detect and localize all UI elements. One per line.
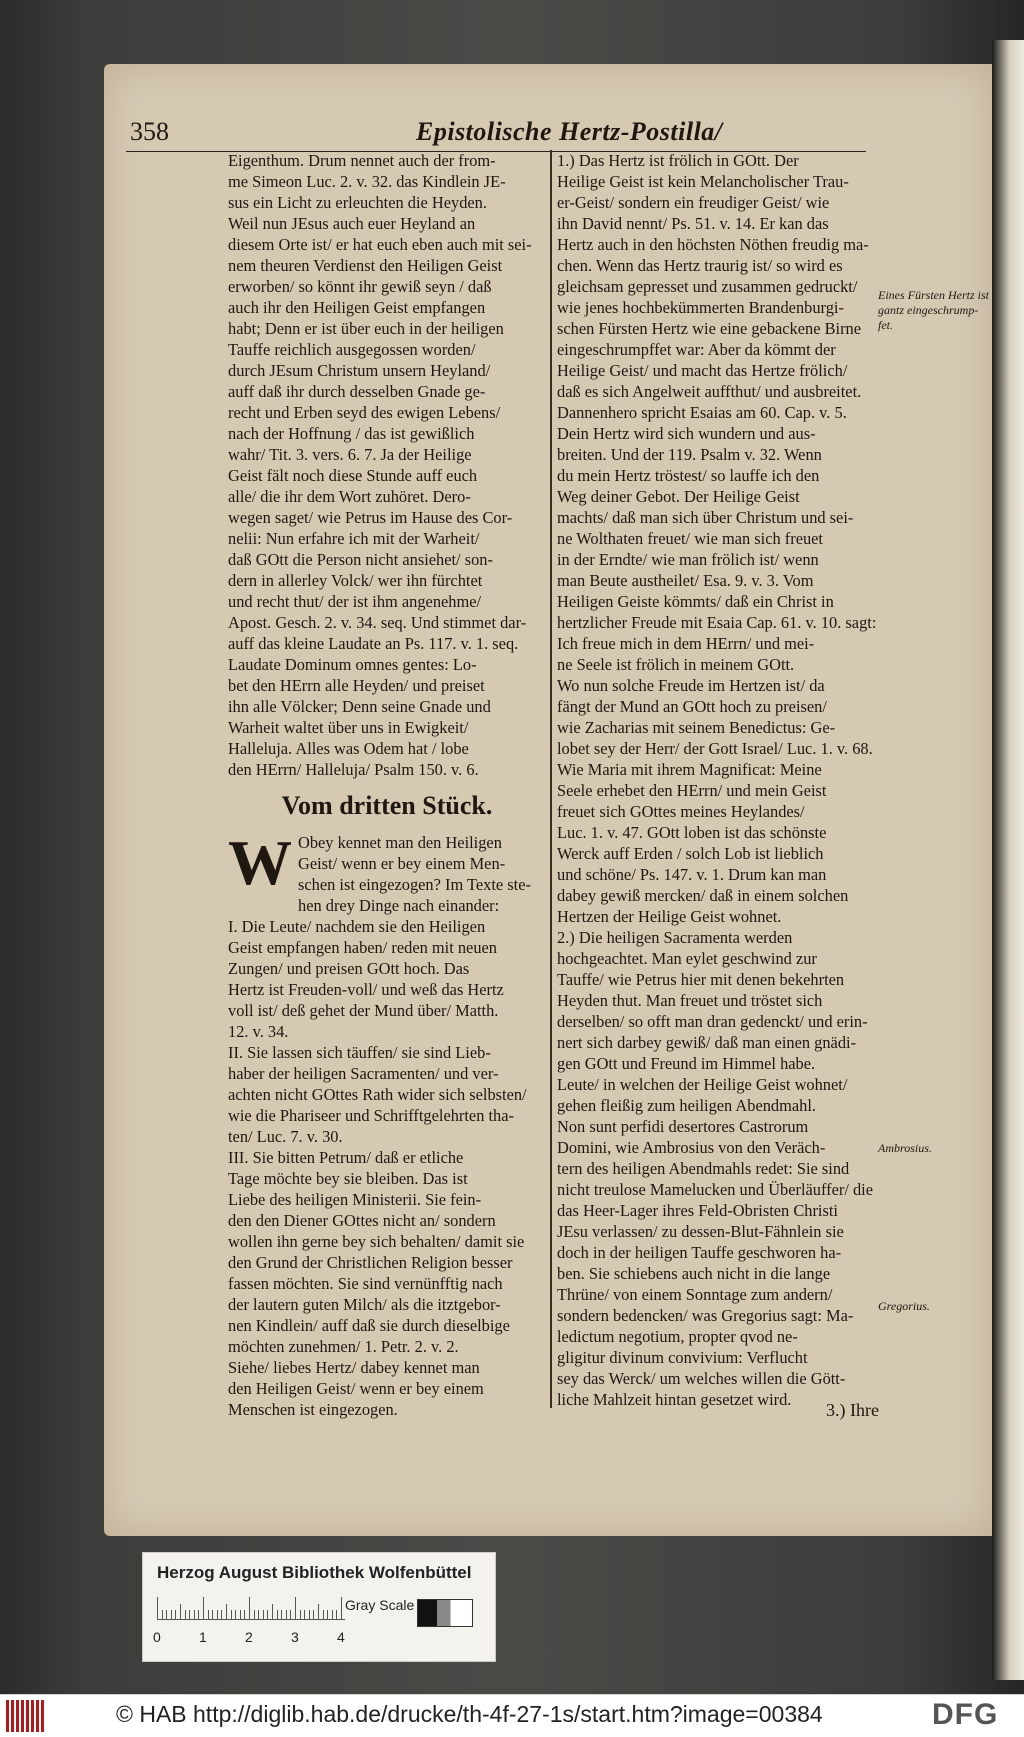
text-line: sondern bedencken/ was Gregorius sagt: Ma- (557, 1306, 854, 1325)
margin-note-gregorius: Gregorius. (878, 1299, 930, 1313)
ruler-tick (249, 1597, 250, 1619)
ruler-tick (189, 1610, 190, 1619)
margin-note-fuersten: Eines Fürsten Hertz ist gantz eingeschrump-fet. (878, 288, 989, 332)
text-line: Obey kennet man den Heiligen (298, 833, 502, 852)
text-line: eingeschrumpffet war: Aber da kömmt der (557, 340, 836, 359)
left-text-column (228, 150, 546, 1420)
text-line: 12. v. 34. (228, 1022, 289, 1041)
text-line: nem theuren Verdienst den Heiligen Geist (228, 256, 503, 275)
ruler-tick (267, 1610, 268, 1619)
text-line: Geist empfangen haben/ reden mit neuen (228, 938, 497, 957)
text-line: Seele erhebet den HErrn/ und mein Geist (557, 781, 827, 800)
text-line: alle/ die ihr dem Wort zuhöret. Dero- (228, 487, 471, 506)
ruler-numbers (153, 1629, 373, 1647)
text-line: gen GOtt und Freund im Himmel habe. (557, 1054, 816, 1073)
ruler-tick (157, 1597, 158, 1619)
ruler-tick (263, 1610, 264, 1619)
text-line: Dannenhero spricht Esaias am 60. Cap. v. 5. (557, 403, 847, 422)
ruler-number: 0 (153, 1629, 161, 1645)
text-line: gligitur divinum convivium: Verflucht (557, 1348, 808, 1367)
ruler-tick (327, 1610, 328, 1619)
text-line: den den Diener GOttes nicht an/ sondern (228, 1211, 496, 1230)
text-line: Warheit waltet über uns in Ewigkeit/ (228, 718, 469, 737)
hab-logo-icon (6, 1700, 46, 1732)
text-line: ne Seele ist frölich in meinem GOtt. (557, 655, 795, 674)
ruler-tick (194, 1610, 195, 1619)
text-line: den HErrn/ Halleluja/ Psalm 150. v. 6. (228, 760, 479, 779)
text-line: Laudate Dominum omnes gentes: Lo- (228, 655, 477, 674)
ruler-tick (332, 1610, 333, 1619)
text-line: JEsu verlassen/ zu dessen-Blut-Fähnlein sie (557, 1222, 844, 1241)
text-line: in der Erndte/ wie man frölich ist/ wenn (557, 550, 819, 569)
text-line: ihn alle Völcker; Denn seine Gnade und (228, 697, 491, 716)
text-line: schen ist eingezogen? Im Texte ste- (298, 875, 531, 894)
ruler-tick (235, 1610, 236, 1619)
text-line: Tauffe/ wie Petrus hier mit denen bekehrten (557, 970, 845, 989)
gray-scale-label: Gray Scale (345, 1597, 415, 1613)
text-line: hertzlicher Freude mit Esaia Cap. 61. v. 10. sagt: (557, 613, 877, 632)
ruler-tick (281, 1610, 282, 1619)
text-line: man Beute austheilet/ Esa. 9. v. 3. Vom (557, 571, 814, 590)
ruler-number: 1 (199, 1629, 207, 1645)
text-line: nert sich darbey gewiß/ daß man einen gnädi- (557, 1033, 857, 1052)
text-line: tern des heiligen Abendmahls redet: Sie sind (557, 1159, 850, 1178)
text-line: machts/ daß man sich über Christum und sei- (557, 508, 854, 527)
ruler-number: 4 (337, 1629, 345, 1645)
text-line: Weg deiner Gebot. Der Heilige Geist (557, 487, 800, 506)
ruler-tick (162, 1610, 163, 1619)
text-line: durch JEsum Christum unsern Heyland/ (228, 361, 491, 380)
text-line: achten nicht GOttes Rath wider sich selbsten/ (228, 1085, 527, 1104)
text-line: III. Sie bitten Petrum/ daß er etliche (228, 1148, 464, 1167)
ruler-tick (286, 1610, 287, 1619)
text-line: bet den HErrn alle Heyden/ und preiset (228, 676, 485, 695)
gray-scale-swatch (417, 1599, 473, 1627)
text-line: habt; Denn er ist über euch in der heiligen (228, 319, 504, 338)
ruler-tick (240, 1610, 241, 1619)
text-line: nach der Hoffnung / das ist gewißlich (228, 424, 475, 443)
text-line: ne Wolthaten freuet/ wie man sich freuet (557, 529, 823, 548)
text-line: Menschen ist eingezogen. (228, 1400, 398, 1419)
text-line: recht und Erben seyd des ewigen Lebens/ (228, 403, 501, 422)
text-line: ledictum negotium, propter qvod ne- (557, 1327, 798, 1346)
text-line: ten/ Luc. 7. v. 30. (228, 1127, 343, 1146)
text-line: fängt der Mund an GOtt hoch zu preisen/ (557, 697, 827, 716)
ruler-tick (258, 1610, 259, 1619)
ruler-tick (226, 1604, 227, 1619)
text-line: Heilige Geist ist kein Melancholischer Trau- (557, 172, 849, 191)
text-line: Weil nun JEsus auch euer Heyland an (228, 214, 476, 233)
text-line: den Heiligen Geist/ wenn er bey einem (228, 1379, 484, 1398)
text-line: auff das kleine Laudate an Ps. 117. v. 1. seq. (228, 634, 519, 653)
text-line: Siehe/ liebes Hertz/ dabey kennet man (228, 1358, 480, 1377)
text-line: Halleluja. Alles was Odem hat / lobe (228, 739, 469, 758)
text-line: den Grund der Christlichen Religion besser (228, 1253, 513, 1272)
ruler-tick (180, 1604, 181, 1619)
text-line: breiten. Und der 119. Psalm v. 32. Wenn (557, 445, 822, 464)
text-line: doch in der heiligen Tauffe geschworen ha- (557, 1243, 842, 1262)
ruler-tick (244, 1610, 245, 1619)
text-line: und recht thut/ der ist ihm angenehme/ (228, 592, 482, 611)
text-line: dern in allerley Volck/ wer ihn fürchtet (228, 571, 483, 590)
text-line: Tauffe reichlich ausgegossen worden/ (228, 340, 476, 359)
ruler-tick (277, 1610, 278, 1619)
text-line: du mein Hertz tröstest/ so lauffe ich den (557, 466, 820, 485)
ruler-tick (313, 1610, 314, 1619)
text-line: nelii: Nun erfahre ich mit der Warheit/ (228, 529, 480, 548)
text-line: wegen saget/ wie Petrus im Hause des Cor- (228, 508, 513, 527)
ruler-tick (290, 1610, 291, 1619)
text-line: er-Geist/ sondern ein freudiger Geist/ wie (557, 193, 830, 212)
text-line: Heiligen Geiste kömmts/ daß ein Christ in (557, 592, 834, 611)
page-number: 358 (130, 117, 169, 146)
text-line: hen drey Dinge nach einander: (298, 896, 500, 915)
text-line: wie jenes hochbekümmerten Brandenburgi- (557, 298, 844, 317)
text-line: Domini, wie Ambrosius von den Veräch- (557, 1138, 826, 1157)
text-line: haber der heiligen Sacramenten/ und ver- (228, 1064, 499, 1083)
text-line: I. Die Leute/ nachdem sie den Heiligen (228, 917, 486, 936)
text-line: wollen ihn gerne bey sich behalten/ damit sie (228, 1232, 525, 1251)
text-line: Hertz auch in den höchsten Nöthen freudig ma- (557, 235, 869, 254)
text-line: nen Kindlein/ auff daß sie durch dieselbige (228, 1316, 510, 1335)
catchword: 3.) Ihre (826, 1400, 879, 1420)
text-line: und schöne/ Ps. 147. v. 1. Drum kan man (557, 865, 827, 884)
ruler-tick (208, 1610, 209, 1619)
text-line: auff daß ihr durch desselben Gnade ge- (228, 382, 486, 401)
drop-cap: W (228, 827, 292, 898)
text-line: daß es sich Angelweit auffthut/ und ausbreitet. (557, 382, 862, 401)
text-line: lobet sey der Herr/ der Gott Israel/ Luc. 1. v. 68. (557, 739, 873, 758)
text-line: nicht treulose Mamelucken und Überläuffer/ die (557, 1180, 874, 1199)
ruler-tick (295, 1597, 296, 1619)
text-line: Thrüne/ von einem Sonntage zum andern/ (557, 1285, 833, 1304)
next-page-edge (992, 40, 1024, 1680)
right-text-column (557, 150, 877, 1410)
text-line: voll ist/ deß gehet der Mund über/ Matth. (228, 1001, 499, 1020)
left-column-part-b (228, 827, 546, 1420)
ruler-tick (203, 1597, 204, 1619)
ruler-tick (304, 1610, 305, 1619)
text-line: Hertz ist Freuden-voll/ und weß das Hertz (228, 980, 504, 999)
page-header (126, 115, 866, 152)
ruler-tick (318, 1604, 319, 1619)
ruler-tick (221, 1610, 222, 1619)
text-line: fassen möchten. Sie sind vernünfftig nach (228, 1274, 503, 1293)
ruler-number: 2 (245, 1629, 253, 1645)
running-title: Epistolische Hertz-Postilla/ (416, 117, 723, 146)
text-line: Wo nun solche Freude im Hertzen ist/ da (557, 676, 825, 695)
text-line: erworben/ so könnt ihr gewiß seyn / daß (228, 277, 492, 296)
ruler-tick (212, 1610, 213, 1619)
left-column-part-a (228, 150, 546, 780)
text-line: Wie Maria mit ihrem Magnificat: Meine (557, 760, 822, 779)
text-line: liche Mahlzeit hintan gesetzet wird. (557, 1390, 792, 1409)
text-line: wahr/ Tit. 3. vers. 6. 7. Ja der Heilige (228, 445, 472, 464)
ruler-number: 3 (291, 1629, 299, 1645)
text-line: Dein Hertz wird sich wundern und aus- (557, 424, 816, 443)
text-line: der lautern guten Milch/ als die itztgebor- (228, 1295, 501, 1314)
text-line: ihn David nennt/ Ps. 51. v. 14. Er kan das (557, 214, 829, 233)
ruler-tick (217, 1610, 218, 1619)
text-line: Ich freue mich in dem HErrn/ und mei- (557, 634, 815, 653)
ruler-tick (231, 1610, 232, 1619)
text-line: Geist fält noch diese Stunde auff euch (228, 466, 478, 485)
dfg-logo: DFG (932, 1698, 999, 1731)
footer-bar (0, 1694, 1024, 1737)
text-line: 2.) Die heiligen Sacramenta werden (557, 928, 793, 947)
text-line: das Heer-Lager ihres Feld-Obristen Christi (557, 1201, 838, 1220)
ruler-tick (166, 1610, 167, 1619)
text-line: Luc. 1. v. 47. GOtt loben ist das schönste (557, 823, 827, 842)
section-heading: Vom dritten Stück. (281, 791, 493, 820)
ruler-tick (185, 1610, 186, 1619)
text-line: gleichsam gepresset und zusammen gedruckt/ (557, 277, 858, 296)
text-line: diesem Orte ist/ er hat euch eben auch mit sei- (228, 235, 532, 254)
text-line: Eigenthum. Drum nennet auch der from- (228, 151, 496, 170)
text-line: wie Zacharias mit seinem Benedictus: Ge- (557, 718, 836, 737)
text-line: hochgeachtet. Man eylet geschwind zur (557, 949, 817, 968)
margin-note-ambrosius: Ambrosius. (878, 1141, 932, 1155)
text-line: Zungen/ und preisen GOtt hoch. Das (228, 959, 470, 978)
text-line: wie die Phariseer und Schrifftgelehrten tha- (228, 1106, 514, 1125)
text-line: daß GOtt die Person nicht ansiehet/ son- (228, 550, 493, 569)
ruler-tick (175, 1610, 176, 1619)
text-line: derselben/ so offt man dran gedenckt/ und erin- (557, 1012, 868, 1031)
library-color-card (142, 1552, 496, 1662)
ruler-tick (300, 1610, 301, 1619)
ruler-tick (341, 1597, 342, 1619)
column-divider (550, 150, 552, 1408)
text-line: Non sunt perfidi desertores Castrorum (557, 1117, 809, 1136)
library-name: Herzog August Bibliothek Wolfenbüttel (157, 1563, 472, 1582)
scale-ruler (157, 1595, 345, 1620)
text-line: sus ein Licht zu erleuchten die Heyden. (228, 193, 487, 212)
text-line: me Simeon Luc. 2. v. 32. das Kindlein JE- (228, 172, 506, 191)
ruler-tick (254, 1610, 255, 1619)
text-line: chen. Wenn das Hertz traurig ist/ so wird es (557, 256, 843, 275)
text-line: Tage möchte bey sie bleiben. Das ist (228, 1169, 468, 1188)
text-line: Liebe des heiligen Ministerii. Sie fein- (228, 1190, 482, 1209)
text-line: Heyden thut. Man freuet und tröstet sich (557, 991, 823, 1010)
text-line: sey das Werck/ um welches willen die Gött- (557, 1369, 846, 1388)
copyright-url[interactable]: © HAB http://diglib.hab.de/drucke/th-4f-27-1s/start.htm?image=00384 (116, 1701, 823, 1727)
text-line: gehen fleißig zum heiligen Abendmahl. (557, 1096, 816, 1115)
ruler-tick (323, 1610, 324, 1619)
text-line: Geist/ wenn er bey einem Men- (298, 854, 506, 873)
text-line: schen Fürsten Hertz wie eine gebackene Birne (557, 319, 862, 338)
text-line: II. Sie lassen sich täuffen/ sie sind Lieb- (228, 1043, 491, 1062)
text-line: dabey gewiß mercken/ daß in einem solchen (557, 886, 849, 905)
text-line: 1.) Das Hertz ist frölich in GOtt. Der (557, 151, 799, 170)
ruler-tick (272, 1604, 273, 1619)
text-line: ben. Sie schiebens auch nicht in die lange (557, 1264, 831, 1283)
text-line: Apost. Gesch. 2. v. 34. seq. Und stimmet dar- (228, 613, 527, 632)
text-line: Werck auff Erden / solch Lob ist lieblich (557, 844, 824, 863)
ruler-tick (198, 1610, 199, 1619)
text-line: Heilige Geist/ und macht das Hertze frölich/ (557, 361, 848, 380)
text-line: Leute/ in welchen der Heilige Geist wohnet/ (557, 1075, 848, 1094)
ruler-tick (336, 1610, 337, 1619)
text-line: freuet sich GOttes meines Heylandes/ (557, 802, 805, 821)
text-line: möchten zunehmen/ 1. Petr. 2. v. 2. (228, 1337, 459, 1356)
ruler-tick (171, 1610, 172, 1619)
text-line: auch ihr den Heiligen Geist empfangen (228, 298, 486, 317)
text-line: Hertzen der Heilige Geist wohnet. (557, 907, 782, 926)
ruler-tick (309, 1610, 310, 1619)
